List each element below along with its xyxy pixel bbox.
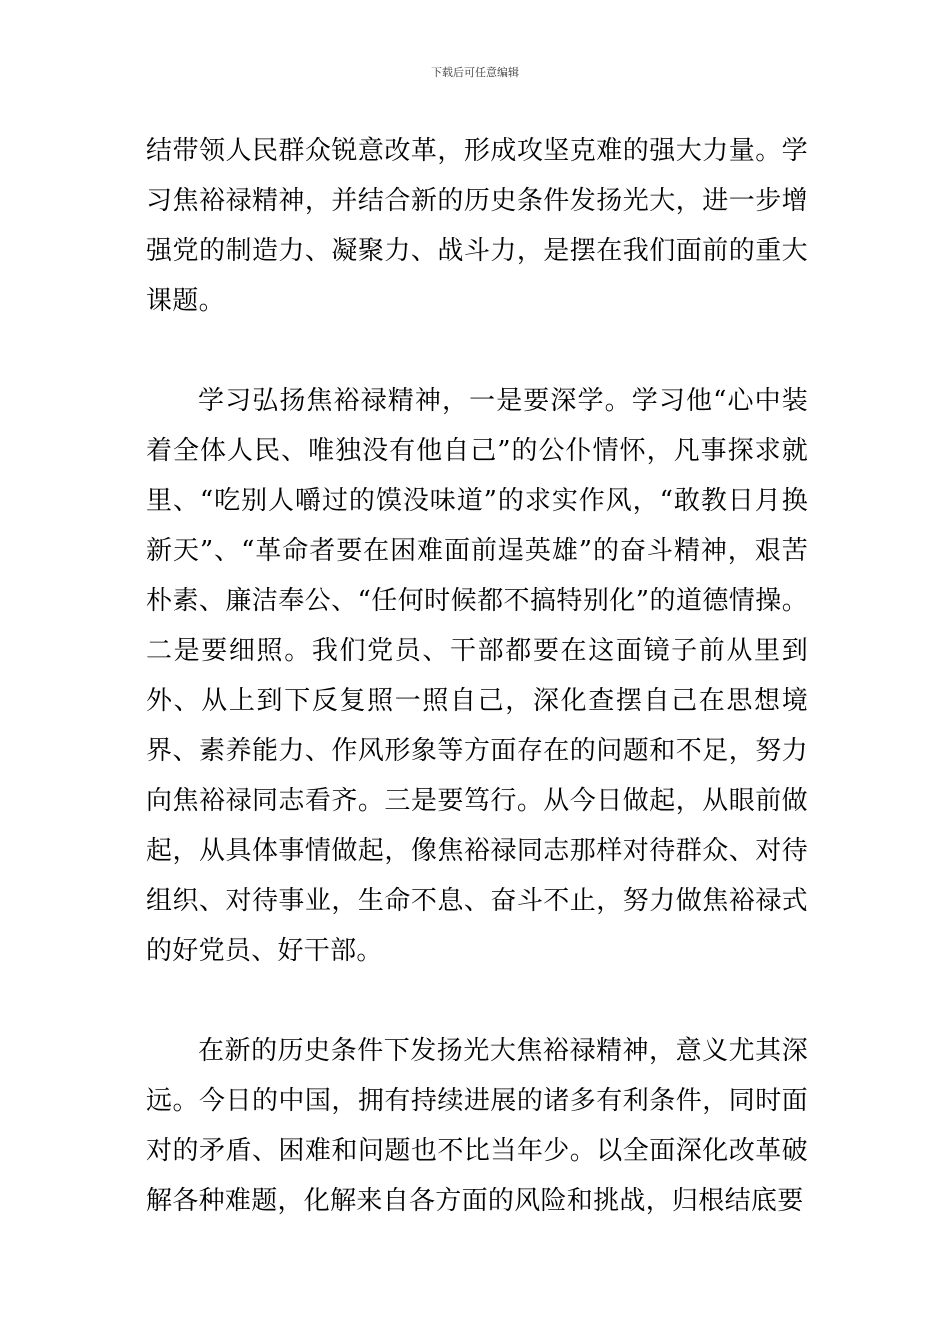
header-note: 下载后可任意编辑 (431, 66, 519, 79)
paragraph-new-conditions: 在新的历史条件下发扬光大焦裕禄精神，意义尤其深远。今日的中国，拥有持续进展的诸多有利条件，同时面对的矛盾、困难和问题也不比当年少。以全面深化改革破解各种难题，化解来自各方面的风险和挑战，归根结底要 (146, 1036, 808, 1216)
paragraph-study-spirit: 学习弘扬焦裕禄精神，一是要深学。学习他“心中装着全体人民、唯独没有他自己”的公仆情怀，凡事探求就里、“吃别人嚼过的馍没味道”的求实作风，“敢教日月换新天”、“革命者要在困难面前逞英雄”的奋斗精神，艰苦朴素、廉洁奉公、“任何时候都不搞特别化”的道德情操。二是要细照。我们党员、干部都要在这面镜子前从里到外、从上到下反复照一照自己，深化查摆自己在思想境界、素养能力、作风形象等方面存在的问题和不足，努力向焦裕禄同志看齐。三是要笃行。从今日做起，从眼前做起，从具体事情做起，像焦裕禄同志那样对待群众、对待组织、对待事业，生命不息、奋斗不止，努力做焦裕禄式的好党员、好干部。 (146, 386, 808, 966)
paragraph-continued: 结带领人民群众锐意改革，形成攻坚克难的强大力量。学习焦裕禄精神，并结合新的历史条件发扬光大，进一步增强党的制造力、凝聚力、战斗力，是摆在我们面前的重大课题。 (146, 136, 808, 316)
document-body (146, 126, 808, 1226)
